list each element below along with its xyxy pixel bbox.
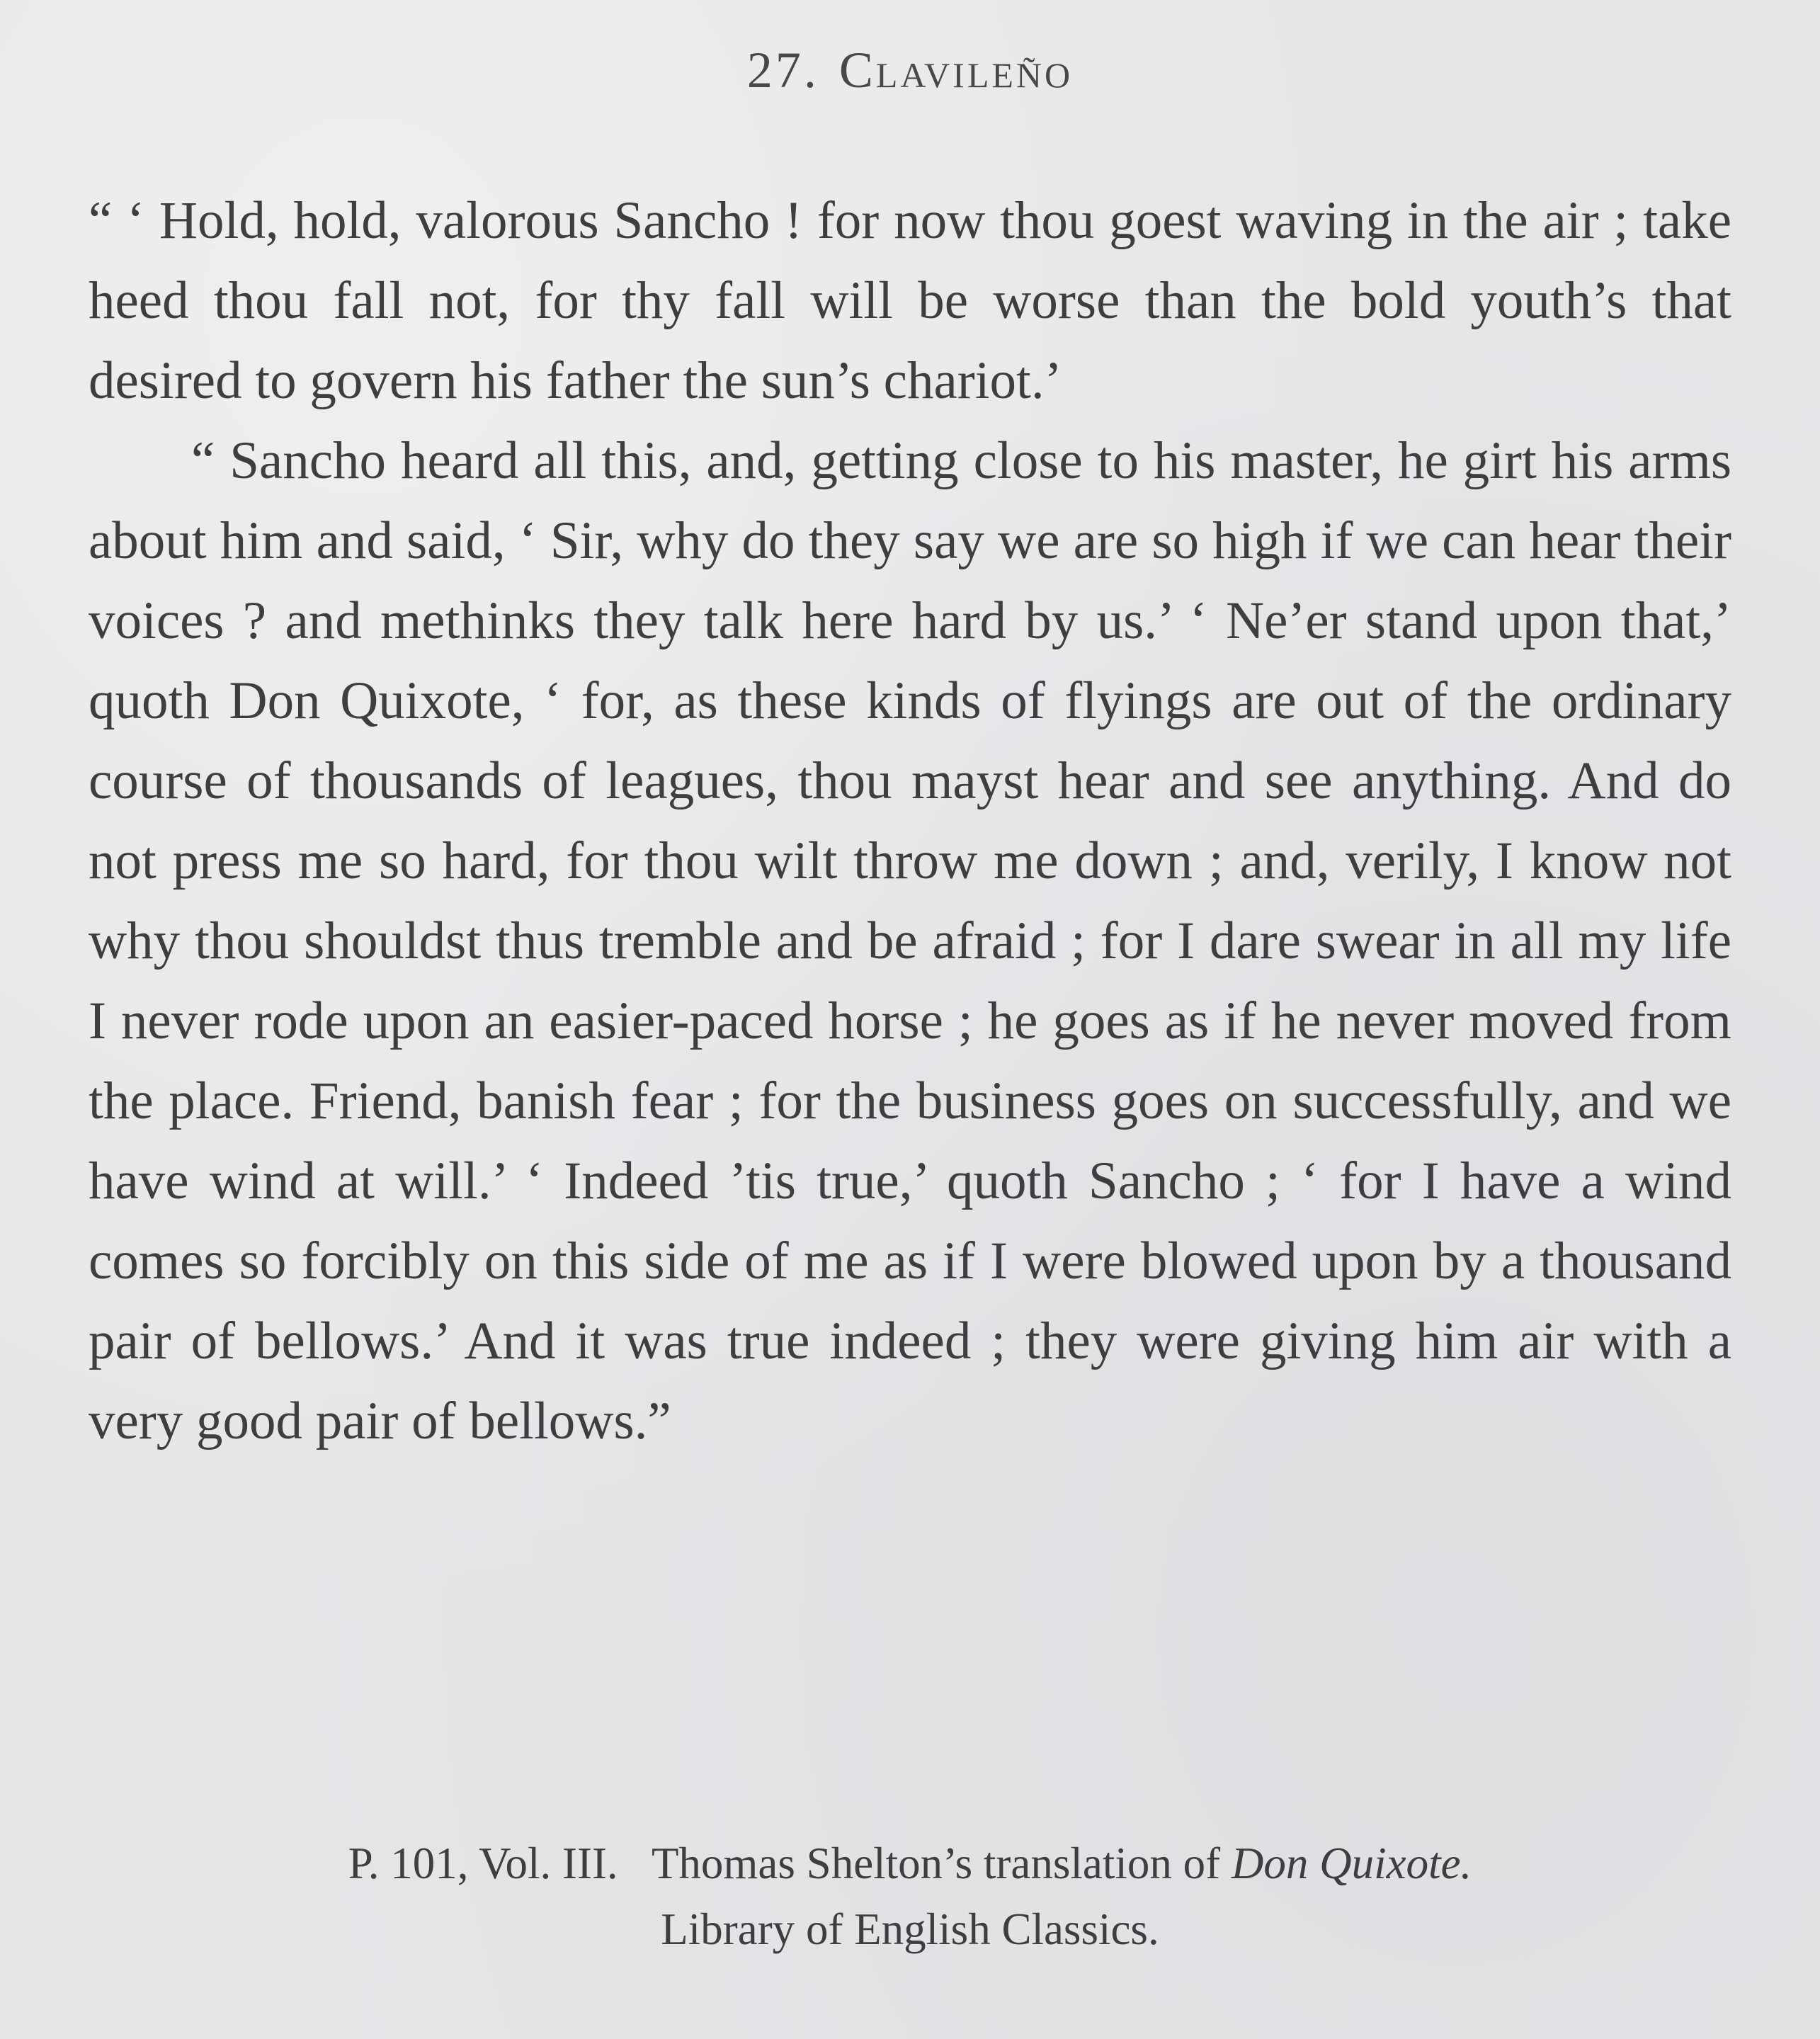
citation-line-1 [0, 1831, 1820, 1897]
citation-work-title: Don Quixote. [1231, 1839, 1472, 1888]
passage-paragraph-1: “ ‘ Hold, hold, valorous Sancho ! for now thou goest waving in the air ; take heed thou fall not, for thy fall will be worse than the bold youth’s that desired to govern his father the sun’s chariot.’ [89, 191, 1731, 410]
page-heading [0, 41, 1820, 100]
citation-series: Library of English Classics. [661, 1904, 1159, 1954]
source-citation [0, 1831, 1820, 1963]
chapter-title: Clavileño [838, 42, 1074, 98]
citation-reference: P. 101, Vol. III. [348, 1839, 618, 1888]
passage-paragraph-2: “ Sancho heard all this, and, getting close to his master, he girt his arms about him and said, ‘ Sir, why do they say we are so high if we can hear their voices ? and methinks they talk here hard by us.’ ‘ Ne’er stand upon that,’ quoth Don Quixote, ‘ for, as these kinds of flyings are out of the ordinary course of thousands of leagues, thou mayst hear and see anything. And do not press me so hard, for thou wilt throw me down ; and, verily, I know not why thou shouldst thus tremble and be afraid ; for I dare swear in all my life I never rode upon an easier-paced horse ; he goes as if he never moved from the place. Friend, banish fear ; for the business goes on successfully, and we have wind at will.’ ‘ Indeed ’tis true,’ quoth Sancho ; ‘ for I have a wind comes so forcibly on this side of me as if I were blowed upon by a thousand pair of bellows.’ And it was true indeed ; they were giving him air with a very good pair of bellows.” [89, 431, 1731, 1450]
passage-text [89, 181, 1731, 1461]
citation-translation: Thomas Shelton’s translation of [651, 1839, 1221, 1888]
chapter-number: 27. [746, 42, 819, 98]
